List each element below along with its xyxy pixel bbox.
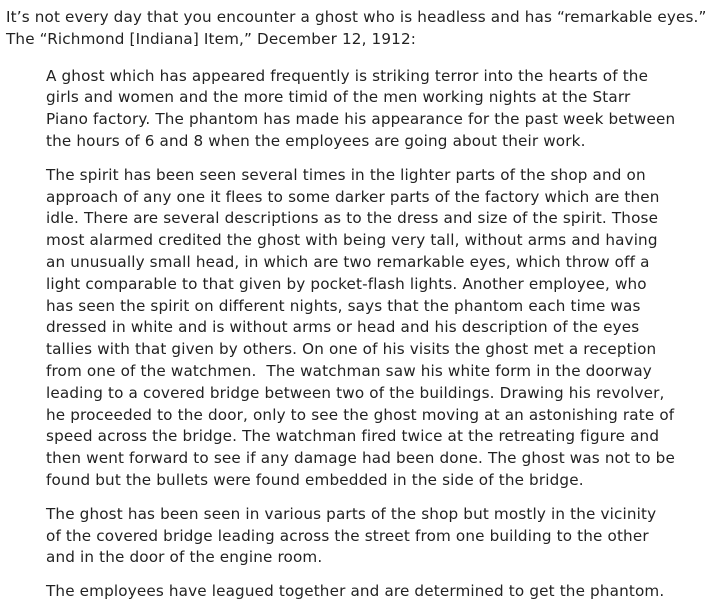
- quote-line: idle. There are several descriptions as to the dress and size of the spirit. Those: [46, 209, 659, 228]
- intro-line: It’s not every day that you encounter a ghost who is headless and has “remarkable eyes.”: [6, 8, 707, 26]
- quote-line: The employees have leagued together and are determined to get the phantom.: [46, 582, 665, 601]
- intro-line: The “Richmond [Indiana] Item,” December 12, 1912:: [6, 29, 417, 48]
- quote-line: and in the door of the engine room.: [46, 548, 323, 567]
- quote-line: dressed in white and is without arms or head and his description of the eyes: [46, 318, 640, 337]
- newspaper-quote: [46, 66, 711, 603]
- quote-line: has seen the spirit on different nights, says that the phantom each time was: [46, 296, 641, 315]
- quote-line: The ghost has been seen in various parts of the shop but mostly in the vicinity: [46, 504, 657, 523]
- quote-line: most alarmed credited the ghost with being very tall, without arms and having: [46, 231, 658, 250]
- quote-paragraph: [46, 504, 711, 569]
- quote-line: speed across the bridge. The watchman fired twice at the retreating figure and: [46, 427, 660, 446]
- quote-line: an unusually small head, in which are two remarkable eyes, which throw off a: [46, 252, 650, 271]
- quote-line: A ghost which has appeared frequently is striking terror into the hearts of the: [46, 66, 649, 85]
- quote-paragraph: [46, 66, 711, 153]
- quote-line: tallies with that given by others. On one of his visits the ghost met a reception: [46, 340, 657, 359]
- quote-line: leading to a covered bridge between two of the buildings. Drawing his revolver,: [46, 383, 665, 402]
- quote-paragraph: [46, 581, 711, 603]
- quote-line: approach of any one it flees to some darker parts of the factory which are then: [46, 187, 660, 206]
- quote-line: The spirit has been seen several times in the lighter parts of the shop and on: [46, 165, 646, 184]
- quote-line: then went forward to see if any damage had been done. The ghost was not to be: [46, 449, 675, 468]
- quote-line: the hours of 6 and 8 when the employees are going about their work.: [46, 131, 586, 150]
- quote-line: Piano factory. The phantom has made his appearance for the past week between: [46, 110, 676, 129]
- quote-line: girls and women and the more timid of the men working nights at the Starr: [46, 88, 631, 107]
- quote-line: from one of the watchmen. The watchman saw his white form in the doorway: [46, 361, 652, 380]
- quote-line: he proceeded to the door, only to see the ghost moving at an astonishing rate of: [46, 405, 675, 424]
- quote-line: light comparable to that given by pocket-flash lights. Another employee, who: [46, 274, 647, 293]
- quote-line: of the covered bridge leading across the street from one building to the other: [46, 526, 649, 545]
- quote-paragraph: [46, 165, 711, 492]
- intro-text: [6, 7, 711, 51]
- quote-line: found but the bullets were found embedded in the side of the bridge.: [46, 470, 584, 489]
